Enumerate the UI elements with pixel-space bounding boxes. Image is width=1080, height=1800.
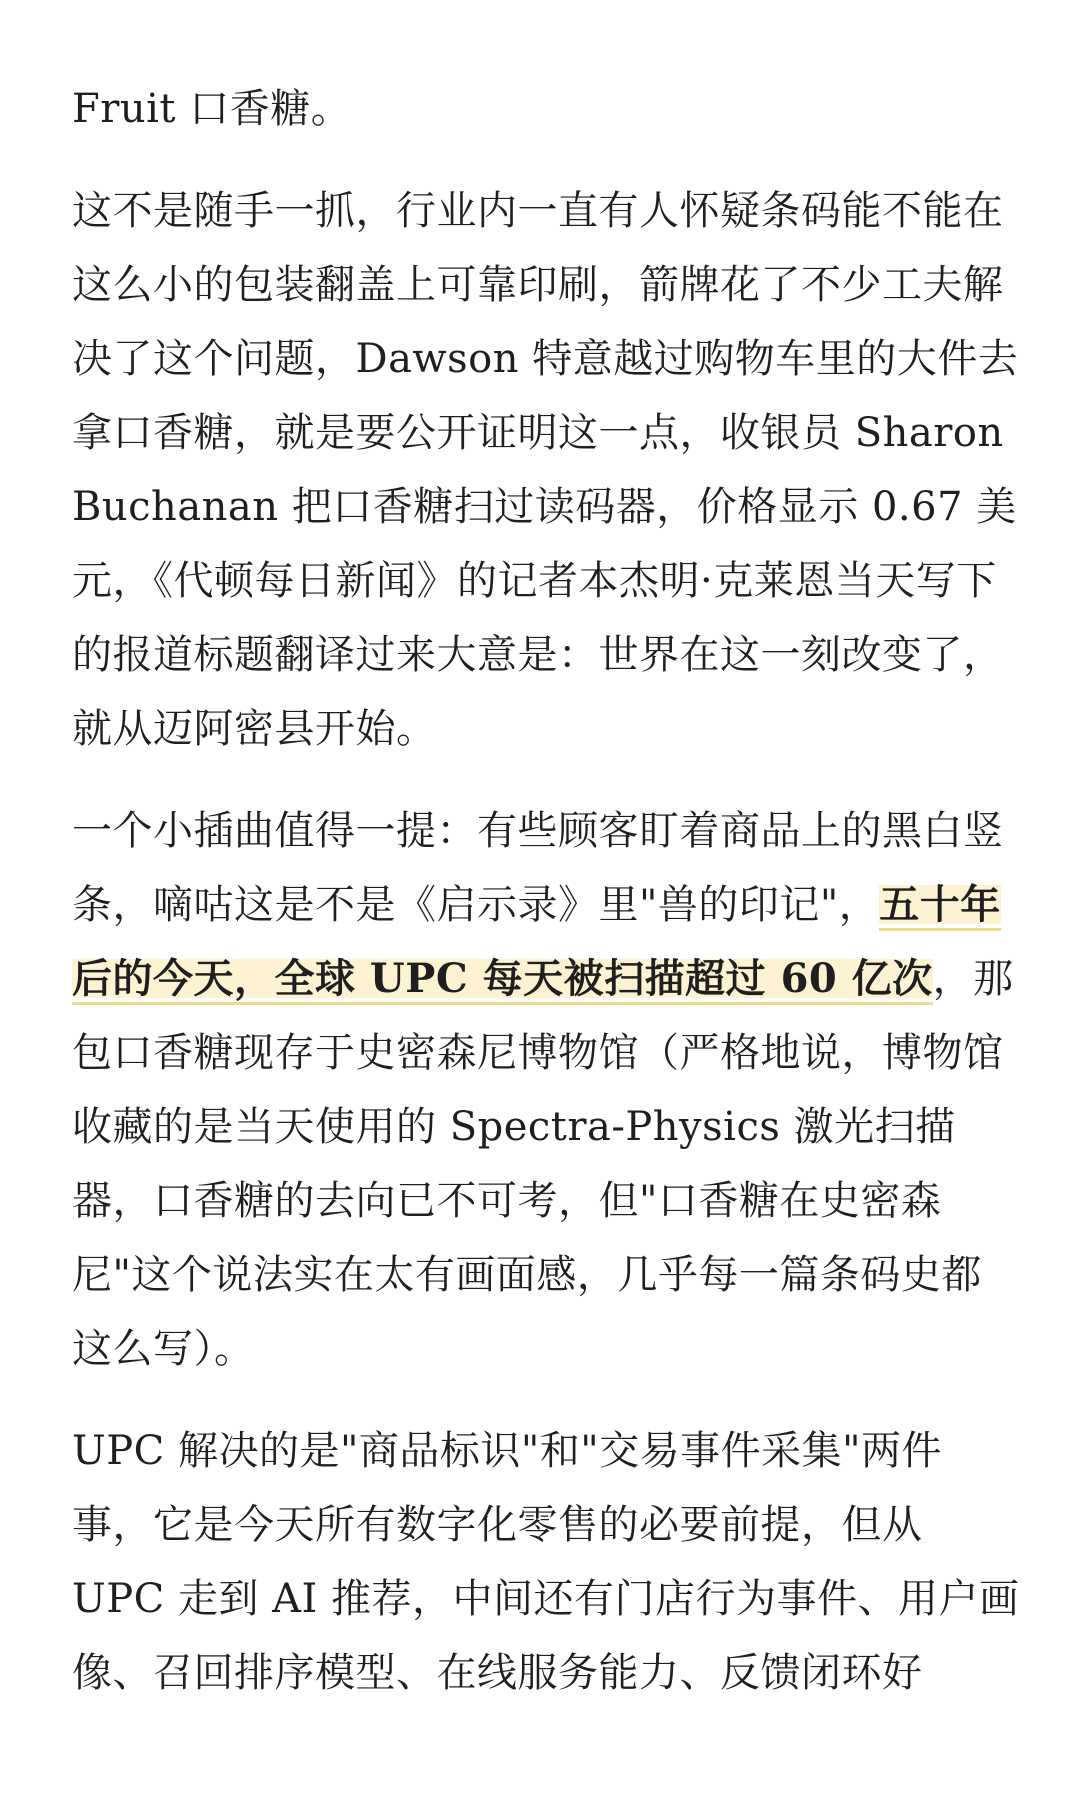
article-body [72, 72, 1020, 1738]
highlighted-sentence: 五十年后的今天，全球 UPC 每天被扫描超过 60 亿次 [72, 881, 1001, 1005]
paragraph-4: UPC 解决的是"商品标识"和"交易事件采集"两件事，它是今天所有数字化零售的必要前提，但从 UPC 走到 AI 推荐，中间还有门店行为事件、用户画像、召回排序模型、在线服务能力、反馈闭环好 [72, 1428, 1020, 1696]
paragraph-2: 这不是随手一抓，行业内一直有人怀疑条码能不能在这么小的包装翻盖上可靠印刷，箭牌花了不少工夫解决了这个问题，Dawson 特意越过购物车里的大件去拿口香糖，就是要公开证明这一点，收银员 Sharon Buchanan 把口香糖扫过读码器，价格显示 0.67 美元，《代顿每日新闻》的记者本杰明·克莱恩当天写下的报道标题翻译过来大意是：世界在这一刻改变了，就从迈阿密县开始。 [72, 188, 1019, 752]
paragraph-3-lead: 一个小插曲值得一提：有些顾客盯着商品上的黑白竖条，嘀咕这是不是《启示录》里"兽的印记"， [72, 808, 1004, 928]
paragraph-1: Fruit 口香糖。 [72, 86, 352, 132]
paragraph-3 [72, 794, 1020, 1386]
paragraph-3-tail: ，那包口香糖现存于史密森尼博物馆（严格地说，博物馆收藏的是当天使用的 Spectra-Physics 激光扫描器，口香糖的去向已不可考，但"口香糖在史密森尼"这个说法实在太有画面感，几乎每一篇条码史都这么写）。 [72, 956, 1014, 1372]
